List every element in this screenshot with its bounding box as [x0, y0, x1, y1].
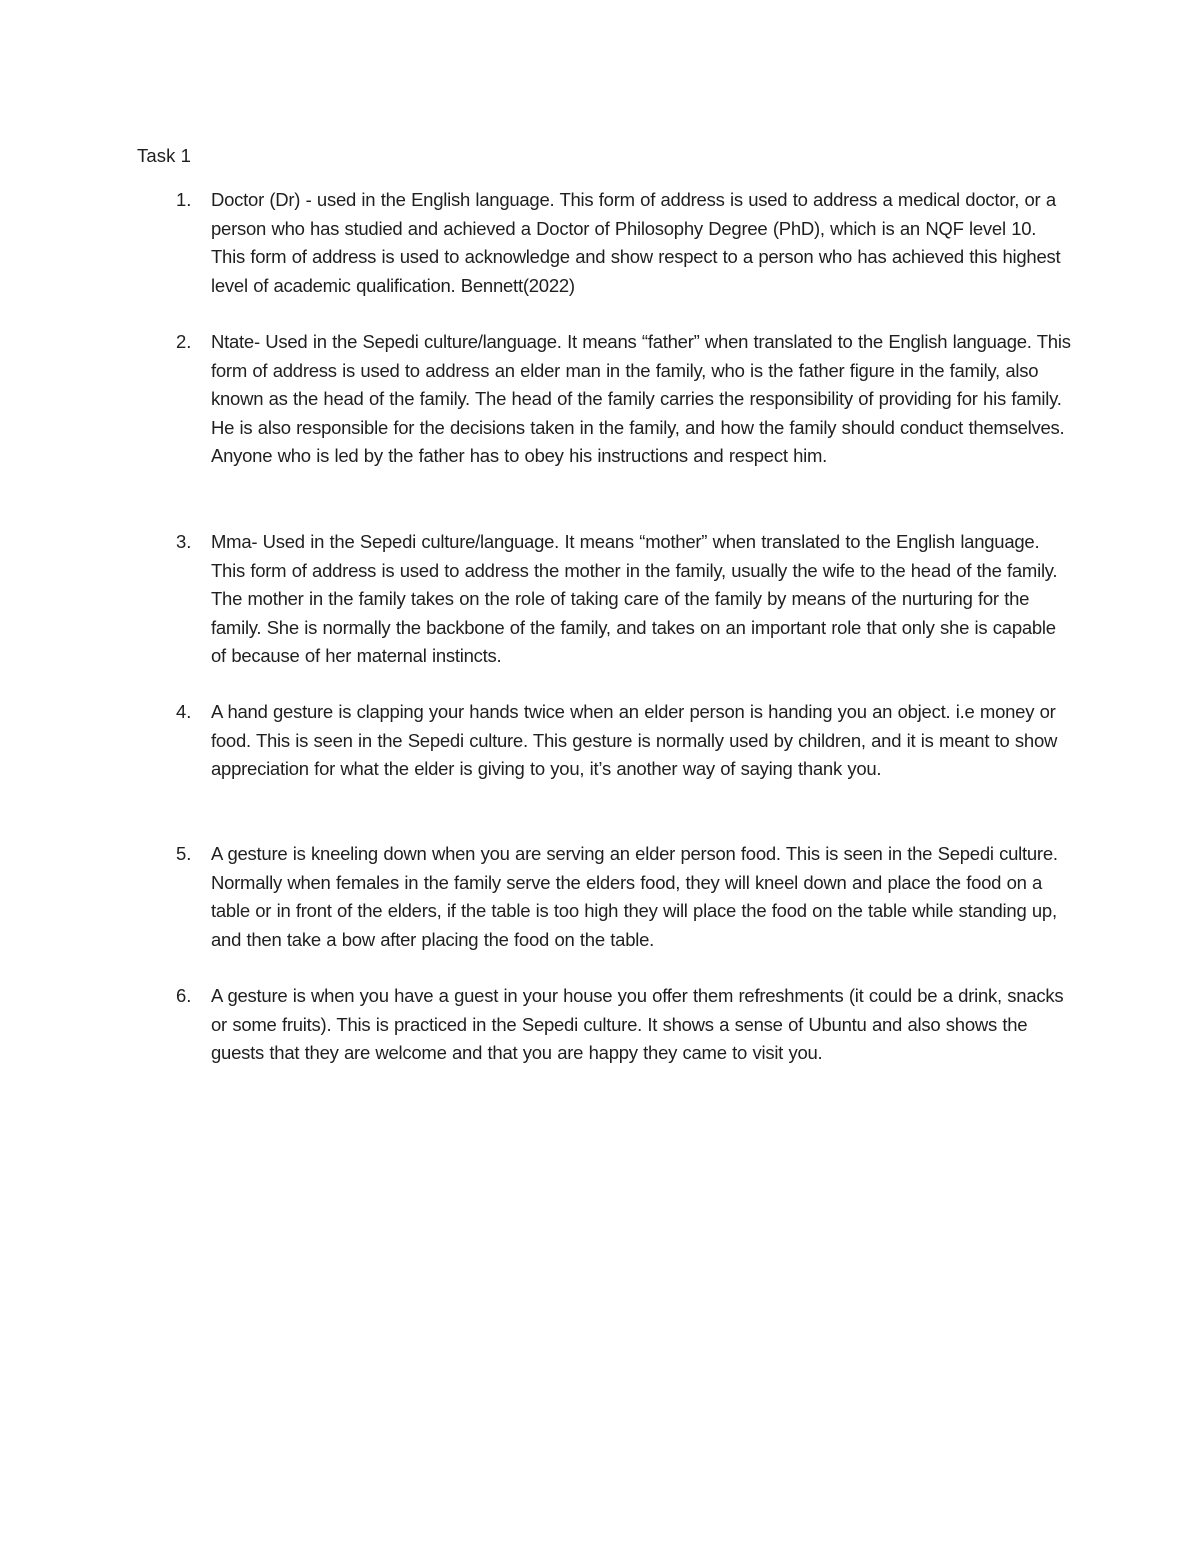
list-item-number: 6.: [176, 985, 192, 1006]
list-item-text: A gesture is kneeling down when you are serving an elder person food. This is seen in the Sepedi culture. Normally when females in the family serve the elders food, they will kneel down and place the food on a table or in front of the elders, if the table is too high they will place the food on the table while standing up, and then take a bow after placing the food on the table.: [211, 843, 1058, 950]
list-item-text: Ntate- Used in the Sepedi culture/language. It means “father” when translated to the English language. This form of address is used to address an elder man in the family, who is the father figure in the family, also known as the head of the family. The head of the family carries the responsibility of providing for his family. He is also responsible for the decisions taken in the family, and how the family should conduct themselves. Anyone who is led by the father has to obey his instructions and respect him.: [211, 331, 1071, 466]
list-item-text: A gesture is when you have a guest in your house you offer them refreshments (it could be a drink, snacks or some fruits). This is practiced in the Sepedi culture. It shows a sense of Ubuntu and also shows the guests that they are welcome and that you are happy they came to visit you.: [211, 985, 1064, 1063]
list-item-text: A hand gesture is clapping your hands twice when an elder person is handing you an object. i.e money or food. This is seen in the Sepedi culture. This gesture is normally used by children, and it is meant to show appreciation for what the elder is giving to you, it’s another way of saying thank you.: [211, 701, 1058, 779]
list-item-text: Mma- Used in the Sepedi culture/language. It means “mother” when translated to the English language. This form of address is used to address the mother in the family, usually the wife to the head of the family. The mother in the family takes on the role of taking care of the family by means of the nurturing for the family. She is normally the backbone of the family, and takes on an important role that only she is capable of because of her maternal instincts.: [211, 531, 1058, 666]
document-title: Task 1: [137, 145, 192, 166]
list-item-number: 1.: [176, 189, 192, 210]
list-item-text: Doctor (Dr) - used in the English language. This form of address is used to address a medical doctor, or a person who has studied and achieved a Doctor of Philosophy Degree (PhD), which is an NQF level 10. This form of address is used to acknowledge and show respect to a person who has achieved this highest level of academic qualification. Bennett(2022): [211, 189, 1061, 296]
list-item-number: 2.: [176, 331, 192, 352]
list-item-number: 4.: [176, 701, 192, 722]
list-item-number: 5.: [176, 843, 192, 864]
list-item-number: 3.: [176, 531, 192, 552]
